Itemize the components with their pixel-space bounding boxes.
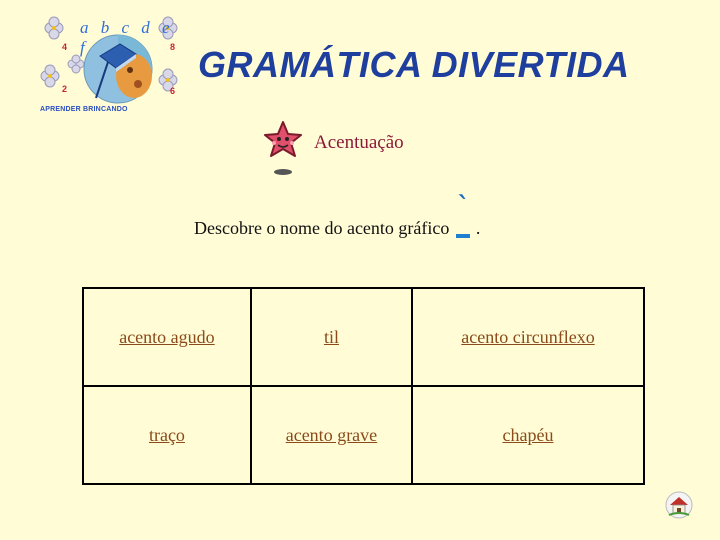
logo-letters: a b c d e f	[80, 18, 174, 57]
grave-accent-icon: `	[456, 192, 470, 222]
logo-number: 2	[62, 84, 68, 94]
lesson-subtitle: Acentuação	[314, 132, 404, 153]
answer-option-acento-grave[interactable]: acento grave	[285, 424, 378, 445]
answer-option-chapeu[interactable]: chapéu	[502, 424, 554, 445]
answer-cell	[83, 386, 251, 484]
question-text	[194, 192, 481, 239]
home-button[interactable]	[664, 490, 694, 520]
answer-row	[83, 386, 644, 484]
answer-blank	[456, 234, 470, 238]
answer-cell	[251, 386, 412, 484]
logo-number: 4	[62, 42, 68, 52]
answer-option-acento-circunflexo[interactable]: acento circunflexo	[461, 326, 595, 347]
answer-option-traco[interactable]: traço	[148, 424, 185, 445]
star-mascot	[262, 120, 304, 178]
page-title: GRAMÁTICA DIVERTIDA	[198, 44, 630, 85]
logo-tagline: APRENDER BRINCANDO	[40, 106, 128, 113]
logo-number: 8	[170, 42, 176, 52]
answer-row	[83, 288, 644, 386]
accent-blank	[454, 192, 476, 234]
answer-option-acento-agudo[interactable]: acento agudo	[119, 326, 215, 347]
question-prefix: Descobre o nome do acento gráfico	[194, 218, 450, 238]
answer-cell	[412, 288, 644, 386]
answer-cell	[251, 288, 412, 386]
app-logo	[36, 14, 186, 118]
logo-number: 6	[170, 86, 176, 96]
answer-cell	[83, 288, 251, 386]
answer-grid	[82, 287, 645, 485]
question-suffix: .	[475, 218, 481, 238]
answer-option-til[interactable]: til	[323, 326, 339, 347]
star-mascot-icon	[262, 120, 304, 178]
answer-cell	[412, 386, 644, 484]
home-icon	[664, 490, 694, 520]
